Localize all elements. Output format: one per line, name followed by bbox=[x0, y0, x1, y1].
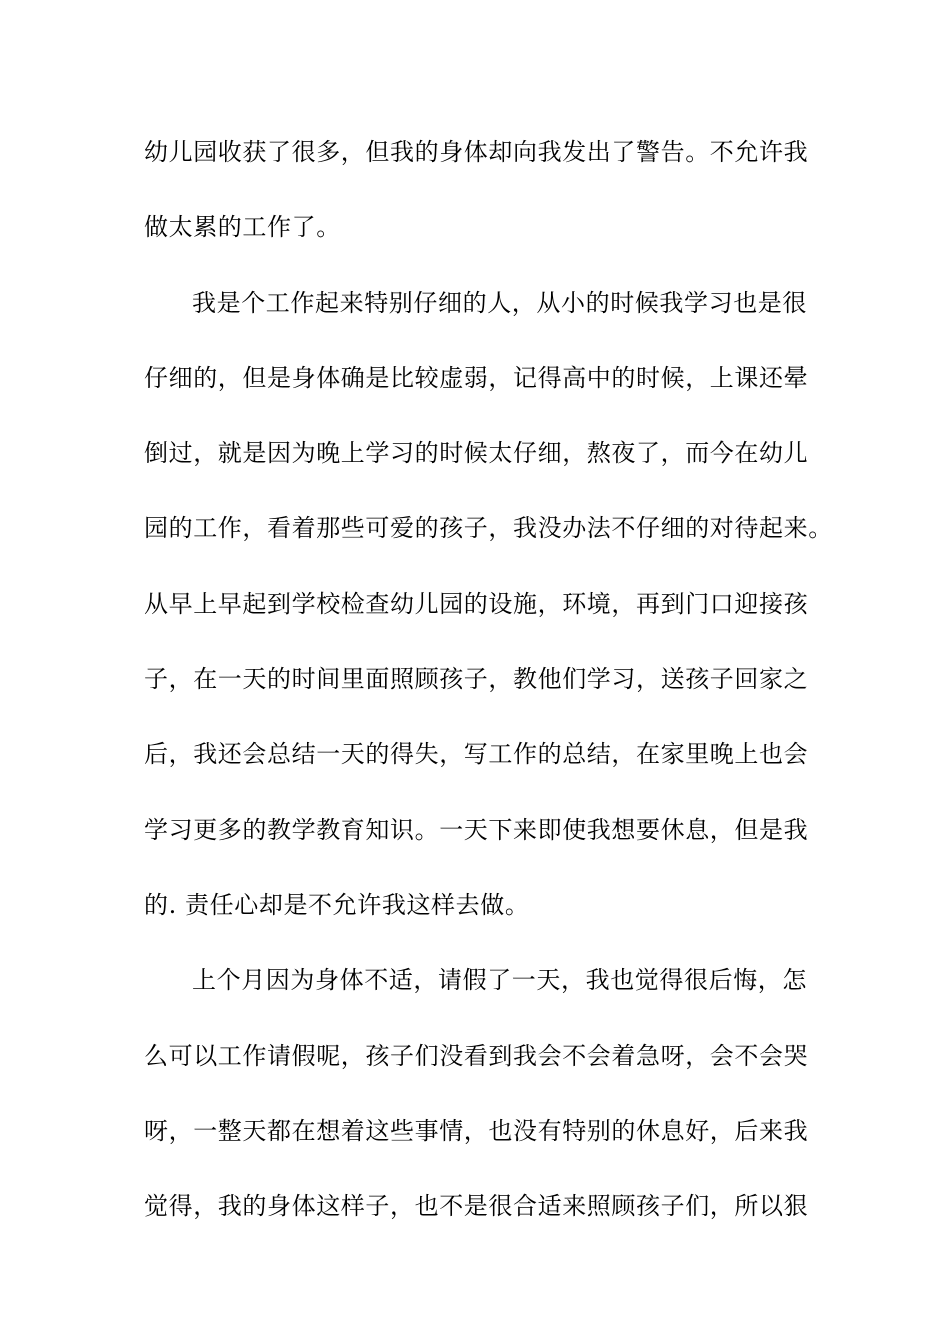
paragraph-first-line: 上个月因为身体不适，请假了一天，我也觉得很后悔，怎 bbox=[192, 966, 807, 995]
text-line: 从早上早起到学校检查幼儿园的设施，环境，再到门口迎接孩 bbox=[144, 589, 809, 618]
text-line: 做太累的工作了。 bbox=[144, 213, 341, 242]
text-line: 呀，一整天都在想着这些事情，也没有特别的休息好，后来我 bbox=[144, 1116, 809, 1145]
text-line: 后，我还会总结一天的得失，写工作的总结，在家里晚上也会 bbox=[144, 740, 809, 769]
body-text bbox=[144, 127, 834, 1256]
text-line: 幼儿园收获了很多，但我的身体却向我发出了警告。不允许我 bbox=[144, 138, 809, 166]
paragraph-first-line: 我是个工作起来特别仔细的人，从小的时候我学习也是很 bbox=[192, 288, 807, 317]
text-line: 觉得，我的身体这样子，也不是很合适来照顾孩子们，所以狠 bbox=[144, 1192, 809, 1221]
text-line: 园的工作，看着那些可爱的孩子，我没办法不仔细的对待起来。 bbox=[144, 514, 833, 543]
text-line: 么可以工作请假呢，孩子们没看到我会不会着急呀，会不会哭 bbox=[144, 1041, 809, 1070]
text-line: 学习更多的教学教育知识。一天下来即使我想要休息，但是我 bbox=[144, 815, 809, 844]
text-line: 倒过，就是因为晚上学习的时候太仔细，熬夜了，而今在幼儿 bbox=[144, 439, 809, 468]
text-line: 的. 责任心却是不允许我这样去做。 bbox=[144, 890, 530, 919]
text-line: 子，在一天的时间里面照顾孩子，教他们学习，送孩子回家之 bbox=[144, 665, 809, 694]
text-line: 仔细的，但是身体确是比较虚弱，记得高中的时候，上课还晕 bbox=[144, 363, 809, 392]
